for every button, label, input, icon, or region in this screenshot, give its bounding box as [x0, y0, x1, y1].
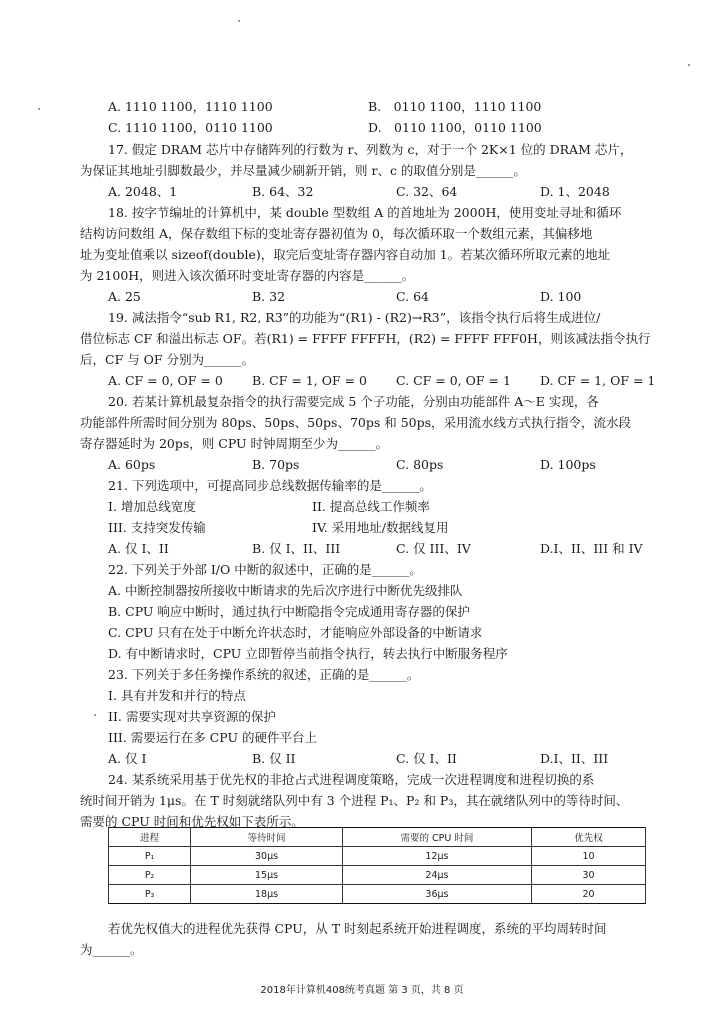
q24-text-1: 24. 某系统采用基于优先权的非抢占式进程调度策略，完成一次进程调度和进程切换的系: [108, 772, 595, 787]
q22-option-d: D. 有中断请求时，CPU 立即暂停当前指令执行，转去执行中断服务程序: [108, 646, 508, 661]
page-footer: 2018年计算机408统考真题 第 3 页，共 8 页: [260, 985, 464, 996]
scan-speck: [688, 64, 690, 66]
table-row: [109, 847, 646, 866]
q21-text-1: 21. 下列选项中，可提高同步总线数据传输率的是______。: [108, 478, 432, 493]
q23-option-d: D.I、II、III: [540, 751, 609, 766]
q21-option-c: C. 仅 III、IV: [396, 541, 471, 556]
q20-option-d: D. 100ps: [540, 457, 596, 472]
q16-option-c: C. 1110 1100，0110 1100: [108, 120, 273, 135]
q17-text-2: 为保证其地址引脚数最少，并尽量减少刷新开销，则 r、c 的取值分别是______。: [80, 163, 526, 178]
q21-item-ii: II. 提高总线工作频率: [312, 499, 430, 514]
q23-text-1: 23. 下列关于多任务操作系统的叙述，正确的是______。: [108, 667, 420, 682]
table-cell: 15μs: [191, 866, 343, 885]
q19-text-3: 后，CF 与 OF 分别为______。: [80, 352, 255, 367]
q18-option-b: B. 32: [252, 289, 286, 304]
q16-option-a: A. 1110 1100，1110 1100: [108, 99, 273, 114]
q20-text-1: 20. 若某计算机最复杂指令的执行需要完成 5 个子功能，分别由功能部件 A～E 实现，各: [108, 394, 599, 409]
q17-option-d: D. 1、2048: [540, 184, 610, 199]
q19-option-d: D. CF = 1, OF = 1: [540, 373, 656, 388]
q21-option-a: A. 仅 I、II: [108, 541, 169, 556]
table-cell: 20: [532, 885, 646, 904]
table-cell: P₃: [109, 885, 191, 904]
table-header: 等待时间: [191, 828, 343, 847]
table-header-row: [109, 828, 646, 847]
table-header: 需要的 CPU 时间: [342, 828, 531, 847]
q23-option-a: A. 仅 I: [108, 751, 147, 766]
q23-item-i: I. 具有并发和并行的特点: [108, 688, 246, 703]
q16-option-b: B. 0110 1100，1110 1100: [368, 99, 542, 114]
q18-text-3: 址为变址值乘以 sizeof(double)，取完后变址寄存器内容自动加 1。若某次循环所取元素的地址: [80, 247, 611, 262]
q22-option-a: A. 中断控制器按所接收中断请求的先后次序进行中断优先级排队: [108, 583, 463, 598]
scan-speck: [238, 20, 240, 22]
q20-option-c: C. 80ps: [396, 457, 444, 472]
table-cell: 12μs: [342, 847, 531, 866]
q21-item-i: I. 增加总线宽度: [108, 499, 196, 514]
q20-option-a: A. 60ps: [108, 457, 156, 472]
q17-option-c: C. 32、64: [396, 184, 458, 199]
q17-option-b: B. 64、32: [252, 184, 314, 199]
q24-text-3: 需要的 CPU 时间和优先权如下表所示。: [80, 814, 304, 829]
q24-text-2: 统时间开销为 1μs。在 T 时刻就绪队列中有 3 个进程 P₁、P₂ 和 P₃，其在就绪队列中的等待时间、: [80, 793, 629, 808]
q17-text-1: 17. 假定 DRAM 芯片中存储阵列的行数为 r、列数为 c，对于一个 2K×1 位的 DRAM 芯片，: [108, 142, 633, 157]
q19-option-b: B. CF = 1, OF = 0: [252, 373, 367, 388]
q21-option-d: D.I、II、III 和 IV: [540, 541, 643, 556]
table-header: 进程: [109, 828, 191, 847]
scan-speck: [94, 714, 96, 716]
q18-text-1: 18. 按字节编址的计算机中，某 double 型数组 A 的首地址为 2000H，使用变址寻址和循环: [108, 205, 622, 220]
q18-option-d: D. 100: [540, 289, 582, 304]
q22-text-1: 22. 下列关于外部 I/O 中断的叙述中，正确的是______。: [108, 562, 422, 577]
scan-speck: [38, 108, 40, 110]
q19-option-a: A. CF = 0, OF = 0: [108, 373, 223, 388]
q20-option-b: B. 70ps: [252, 457, 300, 472]
q21-item-iii: III. 支持突发传输: [108, 520, 206, 535]
table-cell: 10: [532, 847, 646, 866]
table-cell: P₂: [109, 866, 191, 885]
q21-option-b: B. 仅 I、II、III: [252, 541, 341, 556]
q17-option-a: A. 2048、1: [108, 184, 178, 199]
q19-option-c: C. CF = 0, OF = 1: [396, 373, 511, 388]
q23-item-ii: II. 需要实现对共享资源的保护: [108, 709, 276, 724]
table-row: [109, 885, 646, 904]
q24-text-5: 为______。: [80, 942, 143, 957]
table-cell: 24μs: [342, 866, 531, 885]
process-table: [108, 827, 646, 904]
table-cell: P₁: [109, 847, 191, 866]
q22-option-b: B. CPU 响应中断时，通过执行中断隐指令完成通用寄存器的保护: [108, 604, 470, 619]
q24-text-4: 若优先权值大的进程优先获得 CPU，从 T 时刻起系统开始进程调度，系统的平均周转时间: [108, 921, 607, 936]
q18-text-4: 为 2100H，则进入该次循环时变址寄存器的内容是______。: [80, 268, 415, 283]
table-cell: 18μs: [191, 885, 343, 904]
q18-option-a: A. 25: [108, 289, 141, 304]
table-cell: 30μs: [191, 847, 343, 866]
q18-option-c: C. 64: [396, 289, 429, 304]
q20-text-2: 功能部件所需时间分别为 80ps、50ps、50ps、70ps 和 50ps，采用流水线方式执行指令，流水段: [80, 415, 632, 430]
table-cell: 30: [532, 866, 646, 885]
q23-option-c: C. 仅 I、II: [396, 751, 457, 766]
q23-item-iii: III. 需要运行在多 CPU 的硬件平台上: [108, 730, 317, 745]
table-header: 优先权: [532, 828, 646, 847]
table-row: [109, 866, 646, 885]
q16-option-d: D. 0110 1100，0110 1100: [368, 120, 542, 135]
q19-text-2: 借位标志 CF 和溢出标志 OF。若(R1) = FFFF FFFFH，(R2) = FFFF FFF0H，则该减法指令执行: [80, 331, 651, 346]
q22-option-c: C. CPU 只有在处于中断允许状态时，才能响应外部设备的中断请求: [108, 625, 483, 640]
q20-text-3: 寄存器延时为 20ps，则 CPU 时钟周期至少为______。: [80, 436, 389, 451]
q23-option-b: B. 仅 II: [252, 751, 296, 766]
q18-text-2: 结构访问数组 A，保存数组下标的变址寄存器初值为 0，每次循环取一个数组元素，其偏移地: [80, 226, 593, 241]
q19-text-1: 19. 减法指令“sub R1, R2, R3”的功能为“(R1) - (R2)→R3”，该指令执行后将生成进位/: [108, 310, 601, 325]
q21-item-iv: IV. 采用地址/数据线复用: [312, 520, 449, 535]
table-cell: 36μs: [342, 885, 531, 904]
